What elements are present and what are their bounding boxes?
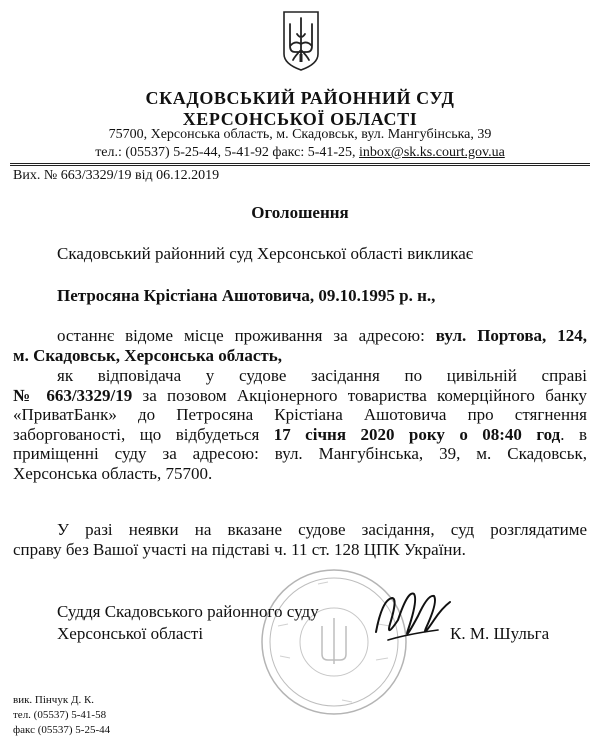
court-name-line1: СКАДОВСЬКИЙ РАЙОННИЙ СУД	[145, 88, 455, 108]
case-paragraph	[13, 366, 587, 483]
judge-signature	[368, 580, 458, 650]
phone-fax-text: тел.: (05537) 5-25-44, 5-41-92 факс: 5-41-25,	[95, 145, 360, 160]
residence-line-1: останнє відоме місце проживання за адресою: вул. Портова, 124,	[57, 326, 587, 345]
court-address: 75700, Херсонська область, м. Скадовськ, вул. Мангубінська, 39	[108, 127, 492, 142]
judge-title-line1: Суддя Скадовського районного суду	[57, 602, 319, 621]
case-line-2: № 663/3329/19 за позовом Акціонерного товариства комерційного банку	[13, 385, 587, 405]
intro-paragraph: Скадовський районний суд Херсонської області викликає	[57, 244, 474, 263]
case-line-3: «ПриватБанк» до Петросяна Крістіана Ашотовича про стягнення	[13, 405, 587, 424]
case-number: № 663/3329/19	[13, 385, 133, 405]
summoned-person: Петросяна Крістіана Ашотовича, 09.10.1995 р. н.,	[57, 286, 436, 305]
residence-line-2: м. Скадовськ, Херсонська область,	[13, 345, 282, 365]
executor-name: вик. Пінчук Д. К.	[13, 694, 95, 706]
header-divider-top	[10, 163, 590, 164]
court-name-line2: ХЕРСОНСЬКОЇ ОБЛАСТІ	[182, 109, 418, 129]
header-divider-bottom	[10, 165, 590, 166]
case-line-4: заборгованості, що відбудеться 17 січня 2020 року о 08:40 год. в	[13, 424, 587, 444]
warning-paragraph	[13, 520, 587, 559]
judge-name: К. М. Шульга	[450, 624, 550, 643]
executor-phone: тел. (05537) 5-41-58	[13, 709, 107, 721]
email-link[interactable]: inbox@sk.ks.court.gov.ua	[359, 145, 505, 160]
residence-paragraph	[13, 326, 587, 365]
coat-of-arms-emblem	[281, 10, 321, 72]
outgoing-reference: Вих. № 663/3329/19 від 06.12.2019	[13, 168, 220, 183]
case-line-6: Херсонська область, 75700.	[13, 463, 213, 483]
document-heading: Оголошення	[251, 203, 349, 222]
warning-line-1: У разі неявки на вказане судове засідання, суд розглядатиме	[57, 520, 587, 539]
executor-fax: факс (05537) 5-25-44	[13, 724, 111, 736]
court-title	[0, 88, 600, 130]
hearing-date: 17 січня 2020 року о 08:40 год	[273, 424, 561, 444]
case-line-5: приміщенні суду за адресою: вул. Мангубінська, 39, м. Скадовськ,	[13, 444, 587, 463]
warning-line-2: справу без Вашої участі на підставі ч. 11 ст. 128 ЦПК України.	[13, 539, 466, 559]
judge-title-line2: Херсонської області	[57, 624, 204, 643]
executor-footer	[13, 693, 110, 738]
case-line-1: як відповідача у судове засідання по цивільній справі	[57, 366, 587, 385]
court-contacts	[0, 144, 600, 161]
